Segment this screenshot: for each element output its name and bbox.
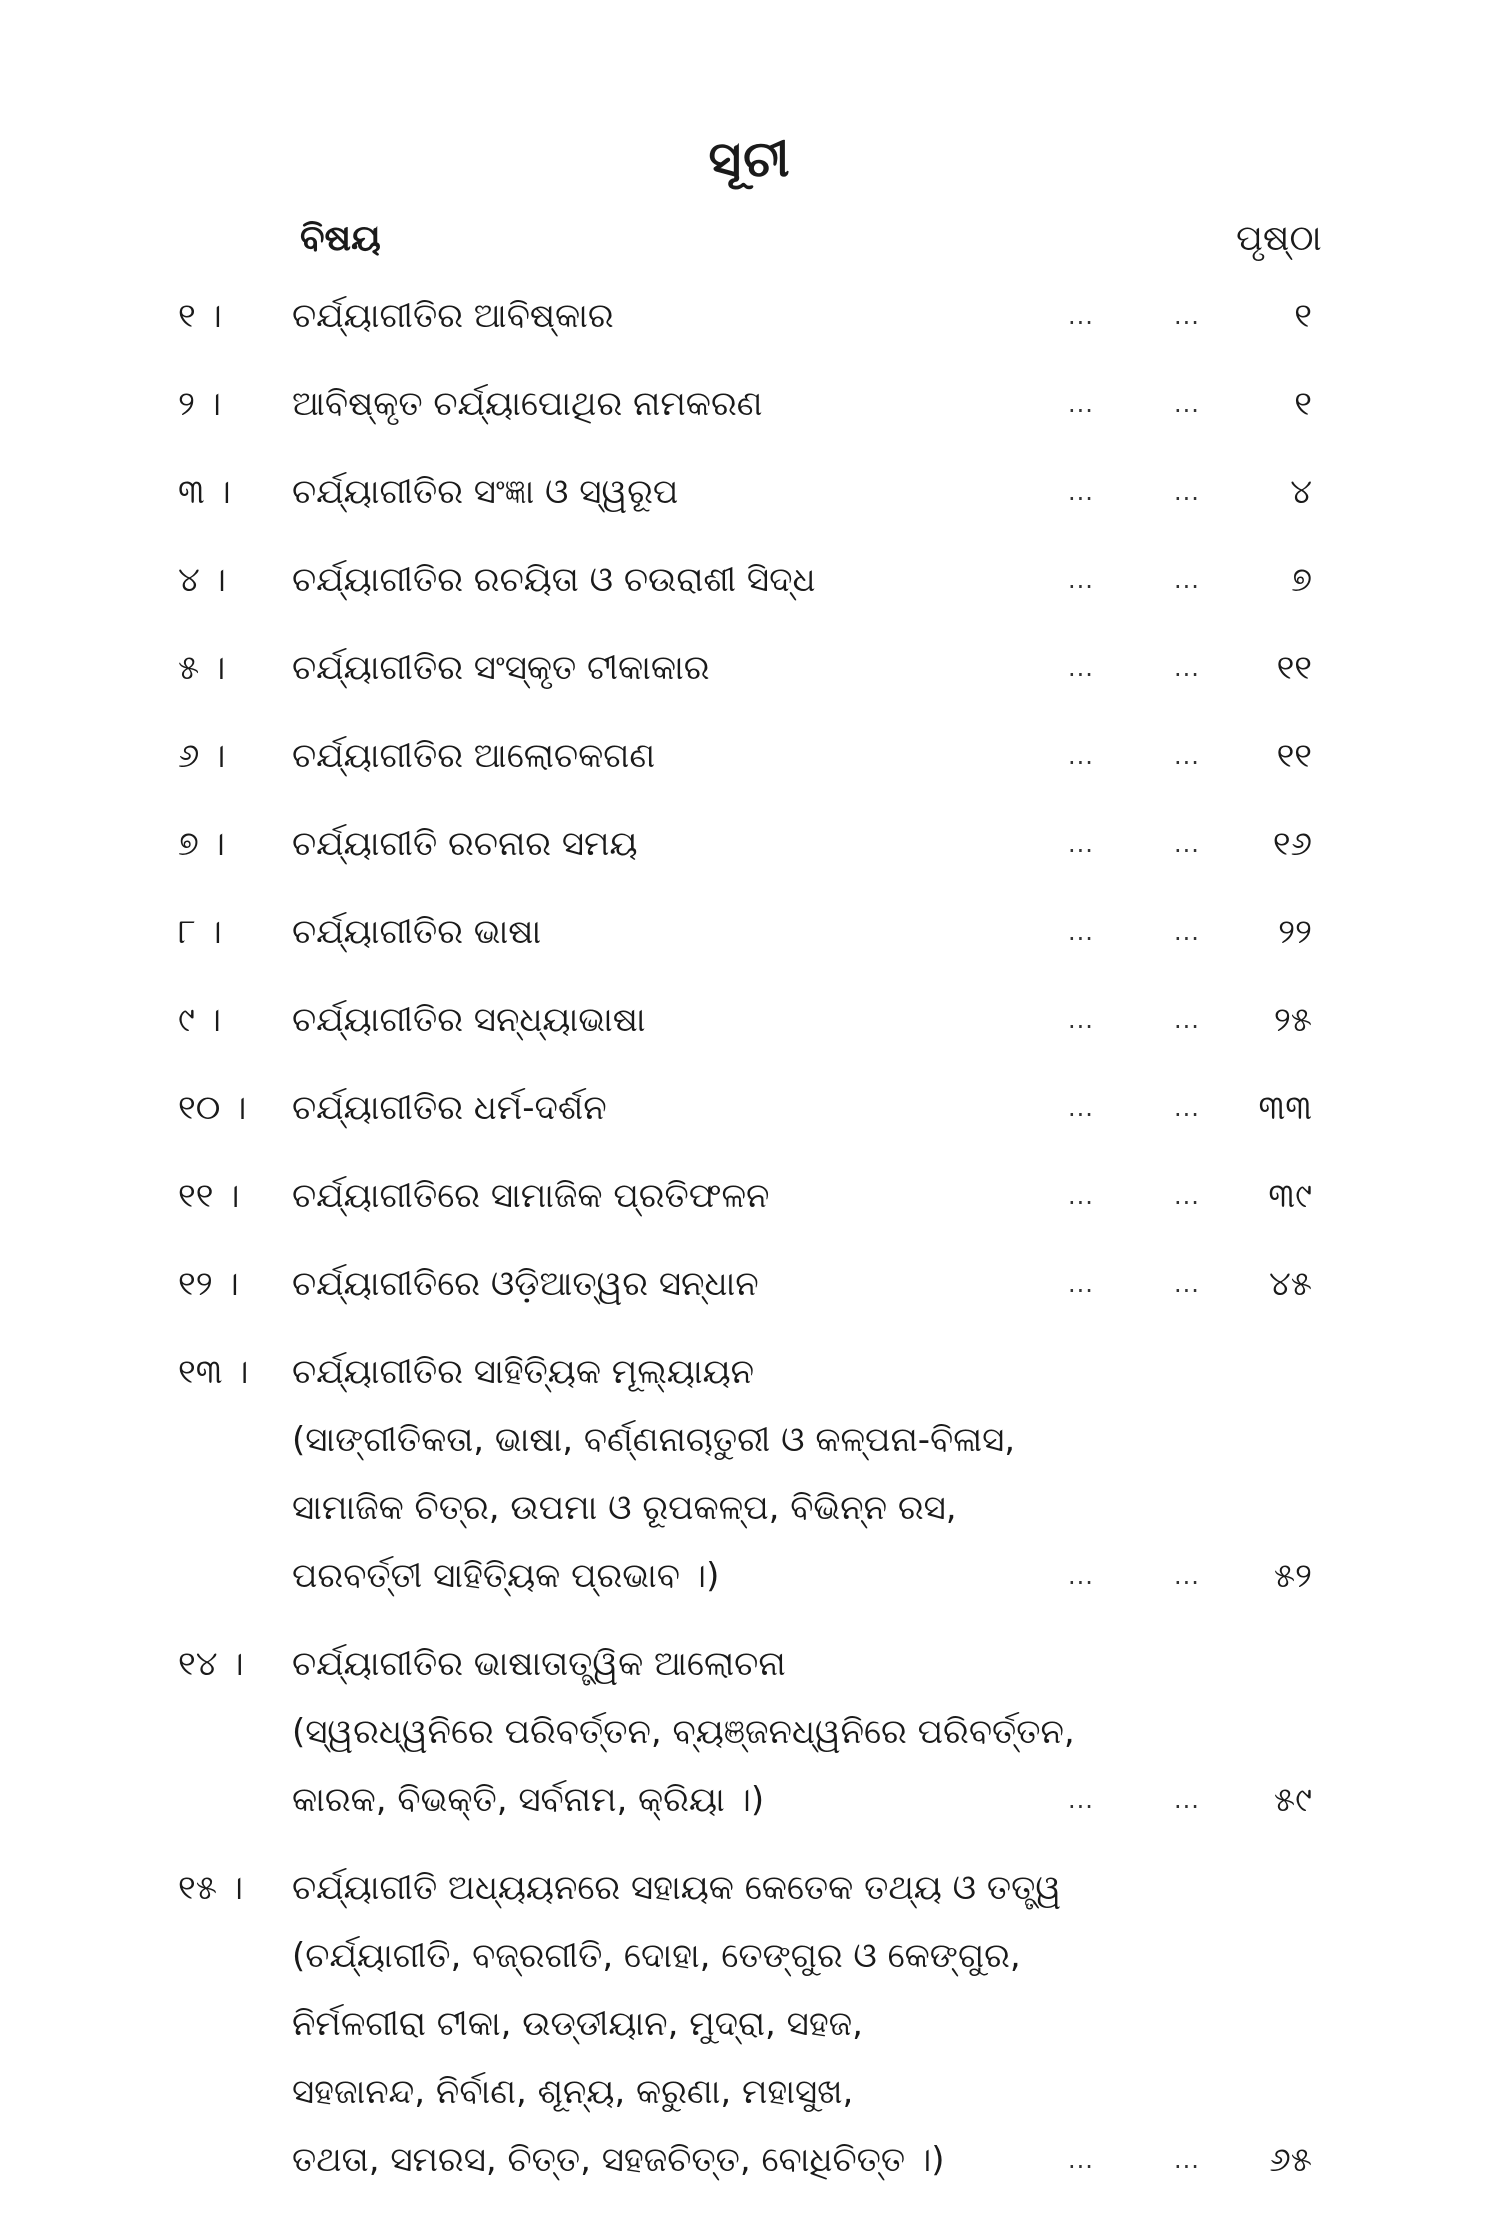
column-header-subject: ବିଷୟ (300, 218, 381, 259)
toc-entry (0, 634, 1500, 702)
dot-leader: ... (1174, 478, 1200, 506)
dot-leader: ... (1174, 2146, 1200, 2174)
dot-leader: ... (1068, 1270, 1094, 1298)
entry-page-number: ୪ (1290, 472, 1312, 512)
toc-entry (0, 1250, 1500, 1318)
toc-line (0, 1990, 1500, 2058)
table-of-contents (0, 282, 1500, 2214)
entry-page-number: ୫୨ (1273, 1556, 1312, 1596)
entry-page-number: ୨୫ (1273, 1000, 1312, 1040)
entry-number: ୫ । (178, 648, 226, 688)
entry-title: ଚର୍ଯ୍ୟାଗୀତିର ଧର୍ମ-ଦର୍ଶନ (292, 1088, 607, 1128)
entry-page-number: ୧୬ (1272, 824, 1312, 864)
dot-leader: ... (1068, 478, 1094, 506)
dot-leader: ... (1068, 1094, 1094, 1122)
toc-entry (0, 546, 1500, 614)
toc-line (0, 458, 1500, 526)
toc-line (0, 1542, 1500, 1610)
entry-title: (ସ୍ୱରଧ୍ୱନିରେ ପରିବର୍ତ୍ତନ, ବ୍ୟଞ୍ଜନଧ୍ୱନିରେ ପରିବର୍ତ୍ତନ, (292, 1712, 1075, 1752)
toc-line (0, 722, 1500, 790)
entry-page-number: ୫୯ (1273, 1780, 1312, 1820)
dot-leader: ... (1068, 302, 1094, 330)
dot-leader: ... (1174, 1786, 1200, 1814)
entry-number: ୧୧ । (178, 1176, 240, 1216)
dot-leader: ... (1174, 742, 1200, 770)
toc-line (0, 1474, 1500, 1542)
dot-leader: ... (1068, 390, 1094, 418)
dot-leader: ... (1174, 566, 1200, 594)
entry-number: ୮ । (178, 912, 222, 952)
toc-line (0, 634, 1500, 702)
entry-page-number: ୪୫ (1268, 1264, 1312, 1304)
entry-title: ଚର୍ଯ୍ୟାଗୀତି ଅଧ୍ୟୟନରେ ସହାୟକ କେତେକ ତଥ୍ୟ ଓ ତତ୍ତ୍ୱ (292, 1868, 1062, 1908)
toc-line (0, 1074, 1500, 1142)
toc-line (0, 810, 1500, 878)
dot-leader: ... (1068, 1786, 1094, 1814)
toc-line (0, 2126, 1500, 2194)
dot-leader: ... (1068, 742, 1094, 770)
entry-title: ଚର୍ଯ୍ୟାଗୀତି ରଚନାର ସମୟ (292, 824, 638, 864)
entry-title: ଚର୍ଯ୍ୟାଗୀତିର ସନ୍ଧ୍ୟାଭାଷା (292, 1000, 646, 1040)
toc-line (0, 898, 1500, 966)
dot-leader: ... (1174, 1270, 1200, 1298)
entry-title: ପରବର୍ତ୍ତୀ ସାହିତ୍ୟିକ ପ୍ରଭାବ ।) (292, 1556, 720, 1596)
entry-page-number: ୧ (1294, 296, 1312, 336)
entry-title: ଚର୍ଯ୍ୟାଗୀତିର ଭାଷାତାତ୍ତ୍ୱିକ ଆଲୋଚନା (292, 1644, 786, 1684)
entry-title: ଚର୍ଯ୍ୟାଗୀତିର ସାହିତ୍ୟିକ ମୂଲ୍ୟାୟନ (292, 1352, 755, 1392)
entry-page-number: ୨୨ (1278, 912, 1312, 952)
entry-number: ୧୪ । (178, 1644, 244, 1684)
toc-entry (0, 1162, 1500, 1230)
entry-title: ତଥତା, ସମରସ, ଚିତ୍ତ, ସହଜଚିତ୍ତ, ବୋଧିଚିତ୍ତ ।) (292, 2140, 945, 2180)
entry-title: କାରକ, ବିଭକ୍ତି, ସର୍ବନାମ, କ୍ରିୟା ।) (292, 1780, 765, 1820)
column-header-page: ପୃଷ୍ଠା (1236, 218, 1322, 259)
entry-title: ଚର୍ଯ୍ୟାଗୀତିରେ ଓଡ଼ିଆତ୍ୱର ସନ୍ଧାନ (292, 1264, 759, 1304)
toc-line (0, 546, 1500, 614)
toc-line (0, 282, 1500, 350)
toc-entry (0, 1074, 1500, 1142)
entry-number: ୯ । (178, 1000, 222, 1040)
entry-number: ୨ । (178, 384, 222, 424)
entry-number: ୧୫ । (178, 1868, 244, 1908)
dot-leader: ... (1174, 1006, 1200, 1034)
entry-title: ଚର୍ଯ୍ୟାଗୀତିର ସଂଜ୍ଞା ଓ ସ୍ୱରୂପ (292, 472, 679, 512)
entry-number: ୩ । (178, 472, 231, 512)
toc-line (0, 1338, 1500, 1406)
toc-line (0, 986, 1500, 1054)
dot-leader: ... (1174, 390, 1200, 418)
toc-entry (0, 722, 1500, 790)
entry-page-number: ୩୯ (1268, 1176, 1312, 1216)
dot-leader: ... (1068, 918, 1094, 946)
dot-leader: ... (1174, 830, 1200, 858)
entry-number: ୧୦ । (178, 1088, 247, 1128)
entry-title: ଚର୍ଯ୍ୟାଗୀତିର ଭାଷା (292, 912, 542, 952)
entry-title: ଆବିଷ୍କୃତ ଚର୍ଯ୍ୟାପୋଥିର ନାମକରଣ (292, 384, 763, 424)
entry-page-number: ୬୫ (1269, 2140, 1312, 2180)
dot-leader: ... (1068, 1562, 1094, 1590)
entry-number: ୧୨ । (178, 1264, 239, 1304)
dot-leader: ... (1174, 1094, 1200, 1122)
dot-leader: ... (1068, 1182, 1094, 1210)
entry-page-number: ୧୧ (1276, 648, 1312, 688)
dot-leader: ... (1068, 1006, 1094, 1034)
toc-entry (0, 1630, 1500, 1834)
toc-entry (0, 898, 1500, 966)
toc-entry (0, 282, 1500, 350)
entry-page-number: ୧୧ (1276, 736, 1312, 776)
toc-line (0, 1854, 1500, 1922)
toc-entry (0, 986, 1500, 1054)
page-title: ସୂଚୀ (708, 130, 792, 188)
entry-title: ଚର୍ଯ୍ୟାଗୀତିରେ ସାମାଜିକ ପ୍ରତିଫଳନ (292, 1176, 770, 1216)
toc-line (0, 2058, 1500, 2126)
dot-leader: ... (1174, 654, 1200, 682)
dot-leader: ... (1174, 1562, 1200, 1590)
entry-title: (ଚର୍ଯ୍ୟାଗୀତି, ବଜ୍ରଗୀତି, ଦୋହା, ତେଙ୍ଗୁର ଓ କେଙ୍ଗୁର, (292, 1936, 1021, 1976)
toc-line (0, 1922, 1500, 1990)
entry-number: ୧ । (178, 296, 222, 336)
entry-number: ୭ । (178, 824, 225, 864)
toc-entry (0, 370, 1500, 438)
entry-page-number: ୭ (1291, 560, 1312, 600)
entry-title: ଚର୍ଯ୍ୟାଗୀତିର ସଂସ୍କୃତ ଟୀକାକାର (292, 648, 710, 688)
dot-leader: ... (1068, 654, 1094, 682)
toc-line (0, 1162, 1500, 1230)
entry-title: (ସାଙ୍ଗୀତିକତା, ଭାଷା, ବର୍ଣ୍ଣନାଚାତୁରୀ ଓ କଳ୍ପନା-ବିଳାସ, (292, 1420, 1016, 1460)
toc-line (0, 1630, 1500, 1698)
dot-leader: ... (1068, 2146, 1094, 2174)
toc-line (0, 1406, 1500, 1474)
entry-title: ସହଜାନନ୍ଦ, ନିର୍ବାଣ, ଶୂନ୍ୟ, କରୁଣା, ମହାସୁଖ, (292, 2072, 854, 2112)
dot-leader: ... (1068, 830, 1094, 858)
dot-leader: ... (1174, 302, 1200, 330)
entry-number: ୪ । (178, 560, 226, 600)
entry-number: ୧୩ । (178, 1352, 249, 1392)
dot-leader: ... (1174, 1182, 1200, 1210)
entry-title: ଚର୍ଯ୍ୟାଗୀତିର ଆବିଷ୍କାର (292, 296, 614, 336)
toc-line (0, 1766, 1500, 1834)
entry-title: ସାମାଜିକ ଚିତ୍ର, ଉପମା ଓ ରୂପକଳ୍ପ, ବିଭିନ୍ନ ରସ, (292, 1488, 957, 1528)
entry-page-number: ୩୩ (1258, 1088, 1312, 1128)
toc-entry (0, 810, 1500, 878)
dot-leader: ... (1174, 918, 1200, 946)
toc-entry (0, 1338, 1500, 1610)
entry-title: ଚର୍ଯ୍ୟାଗୀତିର ରଚୟିତା ଓ ଚଉରାଶୀ ସିଦ୍ଧ (292, 560, 816, 600)
dot-leader: ... (1068, 566, 1094, 594)
toc-line (0, 1698, 1500, 1766)
entry-title: ନିର୍ମଳଗୀରା ଟୀକା, ଉଡ୍ଡୀୟାନ, ମୁଦ୍ରା, ସହଜ, (292, 2004, 863, 2044)
entry-title: ଚର୍ଯ୍ୟାଗୀତିର ଆଲୋଚକଗଣ (292, 736, 656, 776)
toc-entry (0, 1854, 1500, 2194)
toc-line (0, 370, 1500, 438)
entry-number: ୬ । (178, 736, 226, 776)
toc-line (0, 1250, 1500, 1318)
toc-entry (0, 458, 1500, 526)
entry-page-number: ୧ (1294, 384, 1312, 424)
